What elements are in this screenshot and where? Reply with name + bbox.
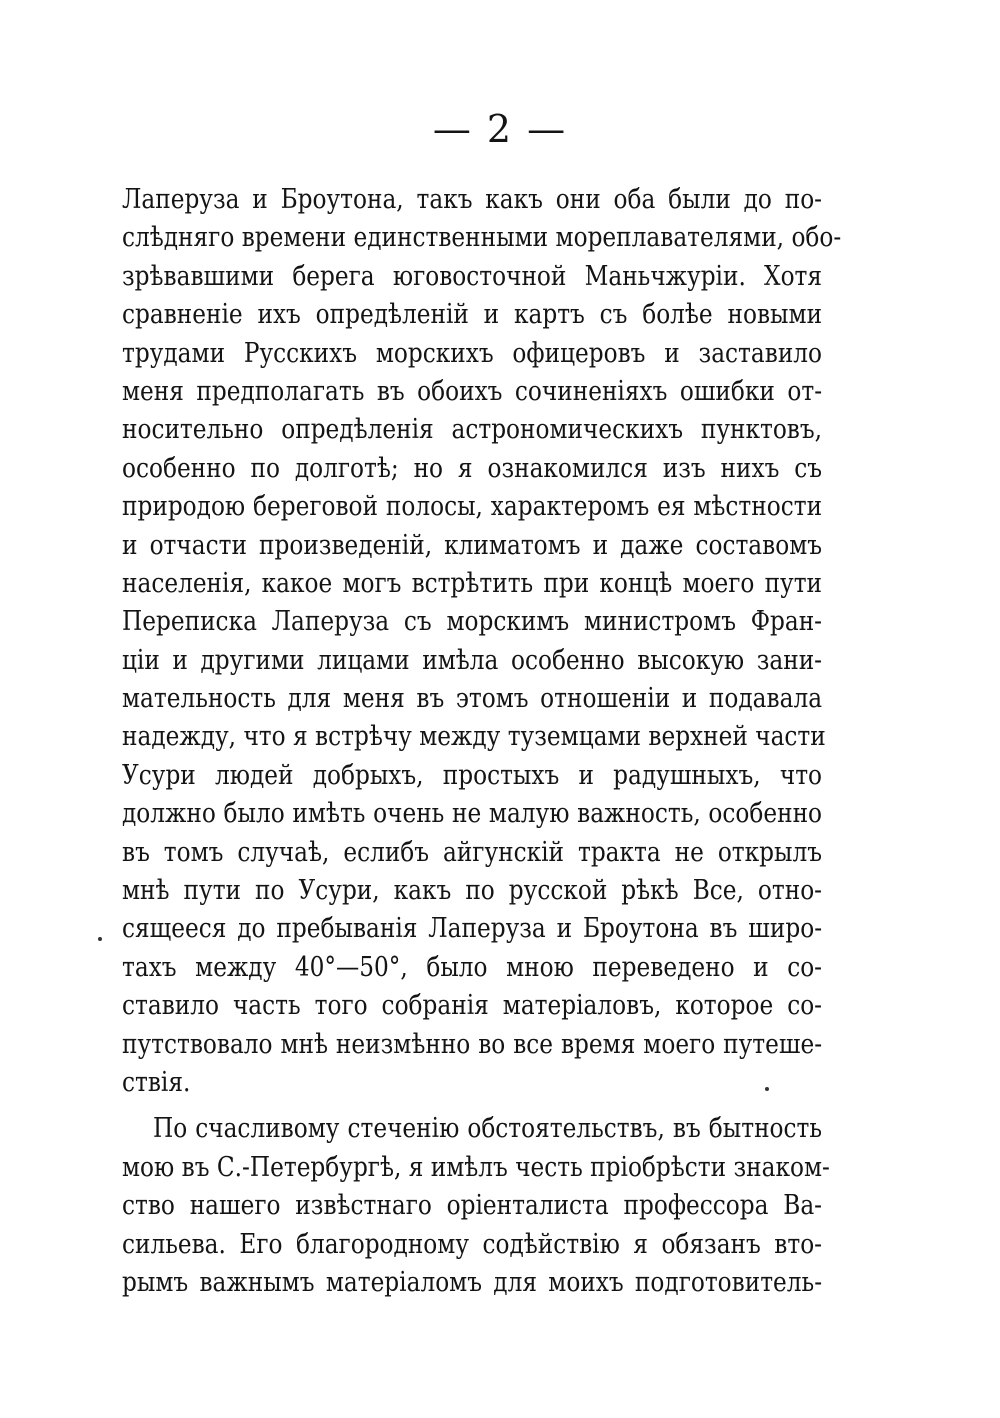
text-line: и отчасти произведеній, климатомъ и даже составомъ [122,529,823,561]
page-number: — 2 — [432,107,568,151]
text-line: ство нашего извѣстнаго оріенталиста профессора Ва- [122,1190,823,1222]
text-line: въ томъ случаѣ, еслибъ айгунскій тракта не открылъ [122,836,823,868]
text-line: трудами Русскихъ морскихъ офицеровъ и заставило [122,337,823,369]
text-line: природою береговой полосы, характеромъ ея мѣстности [122,491,823,523]
ink-speck [765,1087,769,1091]
text-line: ствія. [122,1066,191,1098]
text-line: слѣдняго времени единственными мореплавателями, обо- [122,222,842,254]
ink-speck [98,937,102,941]
text-line: сравненіе ихъ опредѣленій и картъ съ болѣе новыми [122,299,823,331]
text-line: ціи и другими лицами имѣла особенно высокую зани- [122,644,823,676]
text-line: Усури людей добрыхъ, простыхъ и радушныхъ, что [122,759,823,791]
text-line: рымъ важнымъ матеріаломъ для моихъ подготовитель- [122,1266,823,1298]
text-line: мнѣ пути по Усури, какъ по русской рѣкѣ Все, отно- [122,875,823,907]
text-line: тахъ между 40°—50°, было мною переведено и со- [122,951,823,983]
paragraph [122,181,842,1102]
text-line: мою въ С.-Петербургѣ, я имѣлъ честь пріобрѣсти знаком- [122,1151,830,1183]
text-line: путствовало мнѣ неизмѣнно во все время моего путеше- [122,1028,823,1060]
text-line: сильева. Его благородному содѣйствію я обязанъ вто- [122,1228,823,1260]
text-line: По счасливому стеченію обстоятельствъ, въ бытность [152,1113,823,1145]
text-line: Переписка Лаперуза съ морскимъ министромъ Фран- [122,606,823,638]
text-line: населенія, какое могъ встрѣтить при концѣ моего пути [122,567,823,599]
text-line: зрѣвавшими берега юговосточной Маньчжуріи. Хотя [122,260,823,292]
paragraph-gap [122,1102,822,1110]
text-line: мательность для меня въ этомъ отношеніи и подавала [122,683,823,715]
paragraph [122,1110,830,1302]
text-line: носительно опредѣленія астрономическихъ пунктовъ, [122,414,823,446]
text-line: сящееся до пребыванія Лаперуза и Броутона въ широ- [122,913,823,945]
text-line: надежду, что я встрѣчу между туземцами верхней части [122,721,826,753]
text-line: меня предполагать въ обоихъ сочиненіяхъ ошибки от- [122,375,823,407]
body-text [122,181,842,1302]
text-line: особенно по долготѣ; но я ознакомился изъ нихъ съ [122,452,823,484]
text-line: должно было имѣть очень не малую важность, особенно [122,798,823,830]
text-line: Лаперуза и Броутона, такъ какъ они оба были до по- [122,184,823,215]
text-line: ставило часть того собранія матеріаловъ, которое со- [122,990,823,1022]
